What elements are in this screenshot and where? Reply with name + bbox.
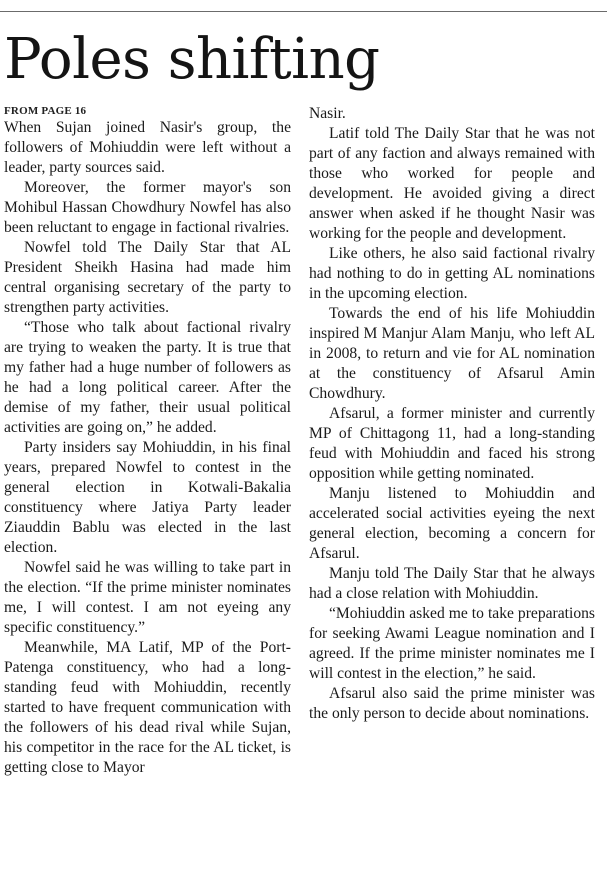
jump-label: FROM PAGE 16 — [4, 105, 87, 117]
paragraph: Towards the end of his life Mohiuddin inspired M Manjur Alam Manju, who left AL in 2008, to return and vie for AL nomination at the constituency of Afsarul Amin Chowdhury. — [309, 305, 595, 402]
paragraph: When Sujan joined Nasir's group, the followers of Mohiuddin were left without a leader, party sources said. — [4, 119, 291, 176]
paragraph: “Mohiuddin asked me to take preparations for seeking Awami League nomination and I agreed. If the prime minister nominates me I will contest in the election,” he said. — [309, 605, 595, 682]
paragraph: “Those who talk about factional rivalry are trying to weaken the party. It is true that my father had a huge number of followers as he had a long political career. After the demise of my father, their usual political activities are going on,” he added. — [4, 319, 291, 436]
paragraph: Afsarul also said the prime minister was the only person to decide about nominations. — [309, 685, 595, 722]
paragraph: Nowfel told The Daily Star that AL President Sheikh Hasina had made him central organising secretary of the party to strengthen party activities. — [4, 239, 291, 316]
paragraph-split: Meanwhile, MA Latif, MP of the Port-Patenga constituency, who had a long-standing feud with Mohiuddin, recently started to have frequent communication with the followers of his dead rival while Sujan, his competitor in the race for the AL ticket, is getting close to Mayor — [4, 639, 291, 776]
paragraph: Moreover, the former mayor's son Mohibul Hassan Chowdhury Nowfel has also been reluctant to engage in factional rivalries. — [4, 179, 291, 236]
paragraph: Afsarul, a former minister and currently MP of Chittagong 11, had a long-standing feud with Mohiuddin and faced his strong opposition while getting nominated. — [309, 405, 595, 482]
left-column — [4, 104, 291, 778]
paragraph: Manju listened to Mohiuddin and accelerated social activities eyeing the next general election, becoming a concern for Afsarul. — [309, 485, 595, 562]
headline: Poles shifting — [4, 27, 380, 92]
paragraph: Latif told The Daily Star that he was not part of any faction and always remained with those who worked for people and development. He avoided giving a direct answer when asked if he thought Nasir was working for the people and development. — [309, 125, 595, 242]
top-rule — [0, 11, 607, 12]
paragraph-continued: Nasir. — [309, 105, 346, 122]
paragraph: Party insiders say Mohiuddin, in his final years, prepared Nowfel to contest in the general election in Kotwali-Bakalia constituency where Jatiya Party leader Ziauddin Bablu was elected in the last election. — [4, 439, 291, 556]
right-column — [309, 104, 595, 724]
paragraph: Like others, he also said factional rivalry had nothing to do in getting AL nominations in the upcoming election. — [309, 245, 595, 302]
paragraph: Nowfel said he was willing to take part in the election. “If the prime minister nominates me, I will contest. I am not eyeing any specific constituency.” — [4, 559, 291, 636]
paragraph: Manju told The Daily Star that he always had a close relation with Mohiuddin. — [309, 565, 595, 602]
